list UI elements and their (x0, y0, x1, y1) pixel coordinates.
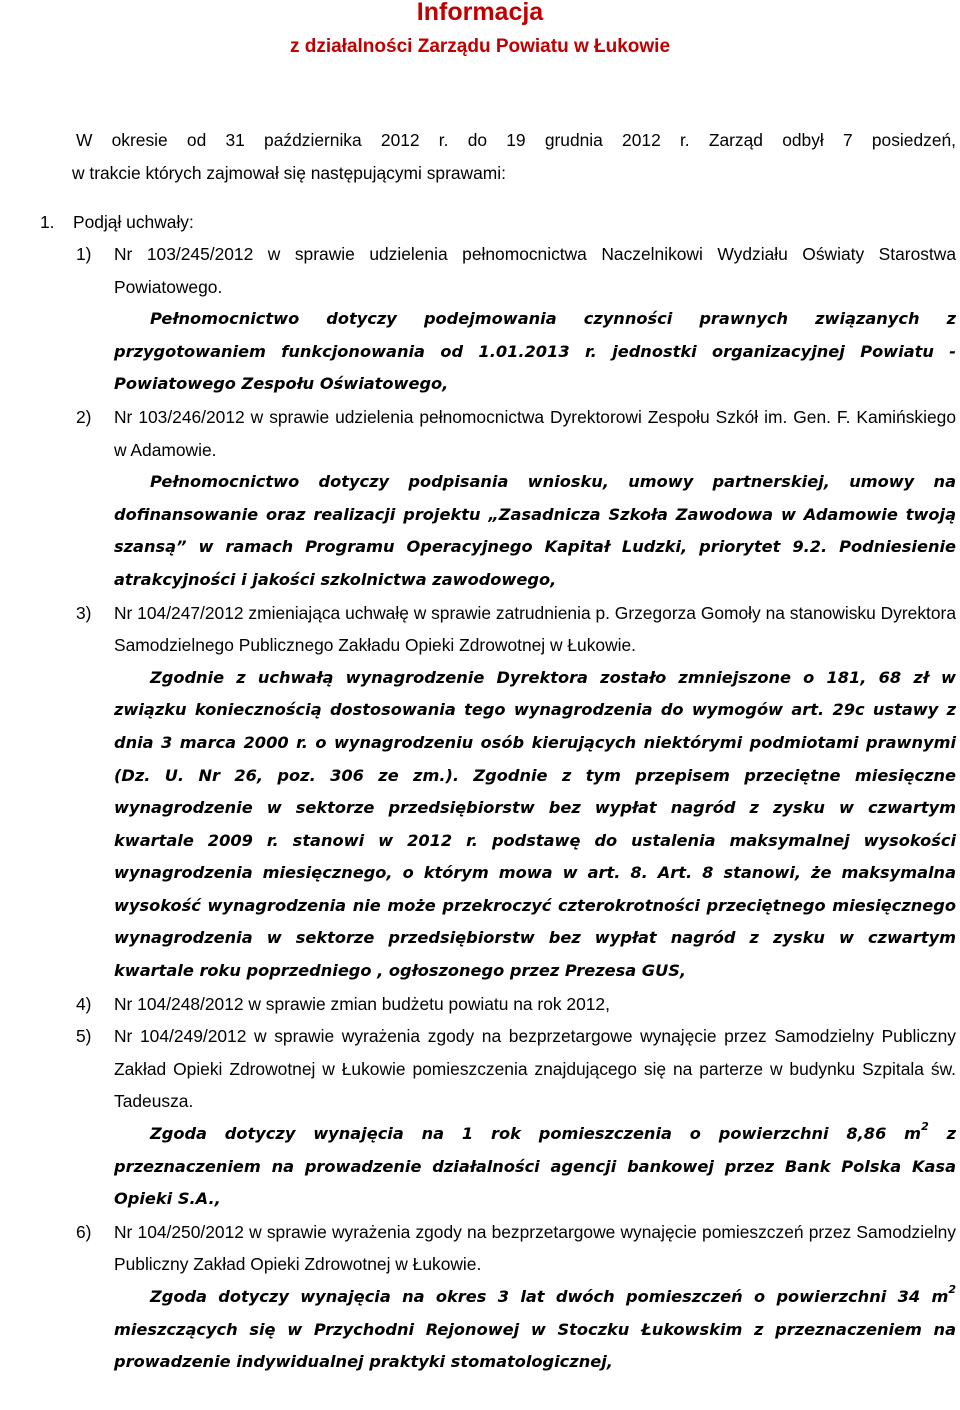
list-item (76, 597, 956, 988)
item-text: Nr 104/249/2012 w sprawie wyrażenia zgody na bezprzetargowe wynajęcie przez Samodzielny Publiczny Zakład Opieki Zdrowotnej w Łukowie pomieszczenia znajdującego się na parterze w budynku Szpitala św. Tadeusza. (114, 1026, 956, 1112)
item-note-text: Zgoda dotyczy wynajęcia na 1 rok pomieszczenia o powierzchni 8,86 m (150, 1124, 922, 1144)
item-text: Nr 103/245/2012 w sprawie udzielenia pełnomocnictwa Naczelnikowi Wydziału Oświaty Starostwa Powiatowego. (114, 244, 956, 297)
item-number: 5) (76, 1026, 92, 1047)
document-subtitle: z działalności Zarządu Powiatu w Łukowie (289, 36, 671, 57)
section-title: Podjął uchwały: (73, 212, 194, 232)
resolution-list (76, 238, 956, 1379)
superscript: 2 (921, 1120, 929, 1134)
item-note: Pełnomocnictwo dotyczy podpisania wniosku, umowy partnerskiej, umowy na dofinansowanie oraz realizacji projektu „Zasadnicza Szkoła Zawodowa w Adamowie twoją szansą” w ramach Programu Operacyjnego Kapitał Ludzki, priorytet 9.2. Podniesienie atrakcyjności i jakości szkolnictwa zawodowego, (114, 472, 956, 589)
intro-line-2: w trakcie których zajmował się następującymi sprawami: (72, 162, 506, 183)
section-heading (40, 206, 956, 239)
item-text: Nr 103/246/2012 w sprawie udzielenia pełnomocnictwa Dyrektorowi Zespołu Szkół im. Gen. F. Kamińskiego w Adamowie. (114, 406, 956, 460)
item-number: 3) (76, 602, 92, 623)
intro-line-1: W okresie od 31 października 2012 r. do 19 grudnia 2012 r. Zarząd odbył 7 posiedzeń, (76, 130, 956, 150)
list-item (76, 238, 956, 401)
item-note-text: Zgoda dotyczy wynajęcia na okres 3 lat dwóch pomieszczeń o powierzchni 34 m (150, 1287, 949, 1306)
list-item (76, 1020, 956, 1216)
item-note: Zgodnie z uchwałą wynagrodzenie Dyrektora zostało zmniejszone o 181, 68 zł w związku koniecznością dostosowania tego wynagrodzenia do wymogów art. 29c ustawy z dnia 3 marca 2000 r. o wynagrodzeniu osób kierujących niektórymi podmiotami prawnymi (Dz. U. Nr 26, poz. 306 ze zm.). Zgodnie z tym przepisem przeciętne miesięczne wynagrodzenie w sektorze przedsiębiorstw bez wypłat nagród z zysku w czwartym kwartale 2009 r. stanowi w 2012 r. podstawę do ustalenia maksymalnej wysokości wynagrodzenia miesięcznego, o którym mowa w art. 8. Art. 8 stanowi, że maksymalna wysokość wynagrodzenia nie może przekroczyć czterokrotności przeciętnego miesięcznego wynagrodzenia w sektorze przedsiębiorstw bez wypłat nagród z zysku w czwartym kwartale roku poprzedniego , ogłoszonego przez Prezesa GUS, (114, 667, 956, 981)
item-text: Nr 104/247/2012 zmieniająca uchwałę w sprawie zatrudnienia p. Grzegorza Gomoły na stanowisku Dyrektora Samodzielnego Publicznego Zakładu Opieki Zdrowotnej w Łukowie. (114, 602, 956, 656)
item-number: 6) (76, 1221, 92, 1242)
item-note (114, 1118, 956, 1216)
item-number: 1) (76, 244, 92, 264)
item-note-text: mieszczących się w Przychodni Rejonowej w Stoczku Łukowskim z przeznaczeniem na prowadzenie indywidualnej praktyki stomatologicznej, (114, 1319, 956, 1372)
item-number: 4) (76, 993, 92, 1014)
item-text: Nr 104/248/2012 w sprawie zmian budżetu powiatu na rok 2012, (114, 993, 610, 1014)
list-item (76, 401, 956, 597)
item-text: Nr 104/250/2012 w sprawie wyrażenia zgody na bezprzetargowe wynajęcie pomieszczeń przez Samodzielny Publiczny Zakład Opieki Zdrowotnej w Łukowie. (114, 1221, 956, 1275)
item-number: 2) (76, 406, 92, 427)
item-note-text: z przeznaczeniem na prowadzenie działalności agencji bankowej przez Bank Polska Kasa Opieki S.A., (114, 1124, 956, 1209)
document-title: Informacja (416, 0, 544, 26)
section-number: 1. (40, 212, 55, 232)
item-note (114, 1281, 956, 1379)
list-item (76, 1216, 956, 1379)
intro-paragraph (72, 124, 956, 189)
list-item (76, 988, 956, 1021)
superscript: 2 (948, 1283, 956, 1296)
item-note: Pełnomocnictwo dotyczy podejmowania czynności prawnych związanych z przygotowaniem funkcjonowania od 1.01.2013 r. jednostki organizacyjnej Powiatu - Powiatowego Zespołu Oświatowego, (114, 309, 956, 394)
